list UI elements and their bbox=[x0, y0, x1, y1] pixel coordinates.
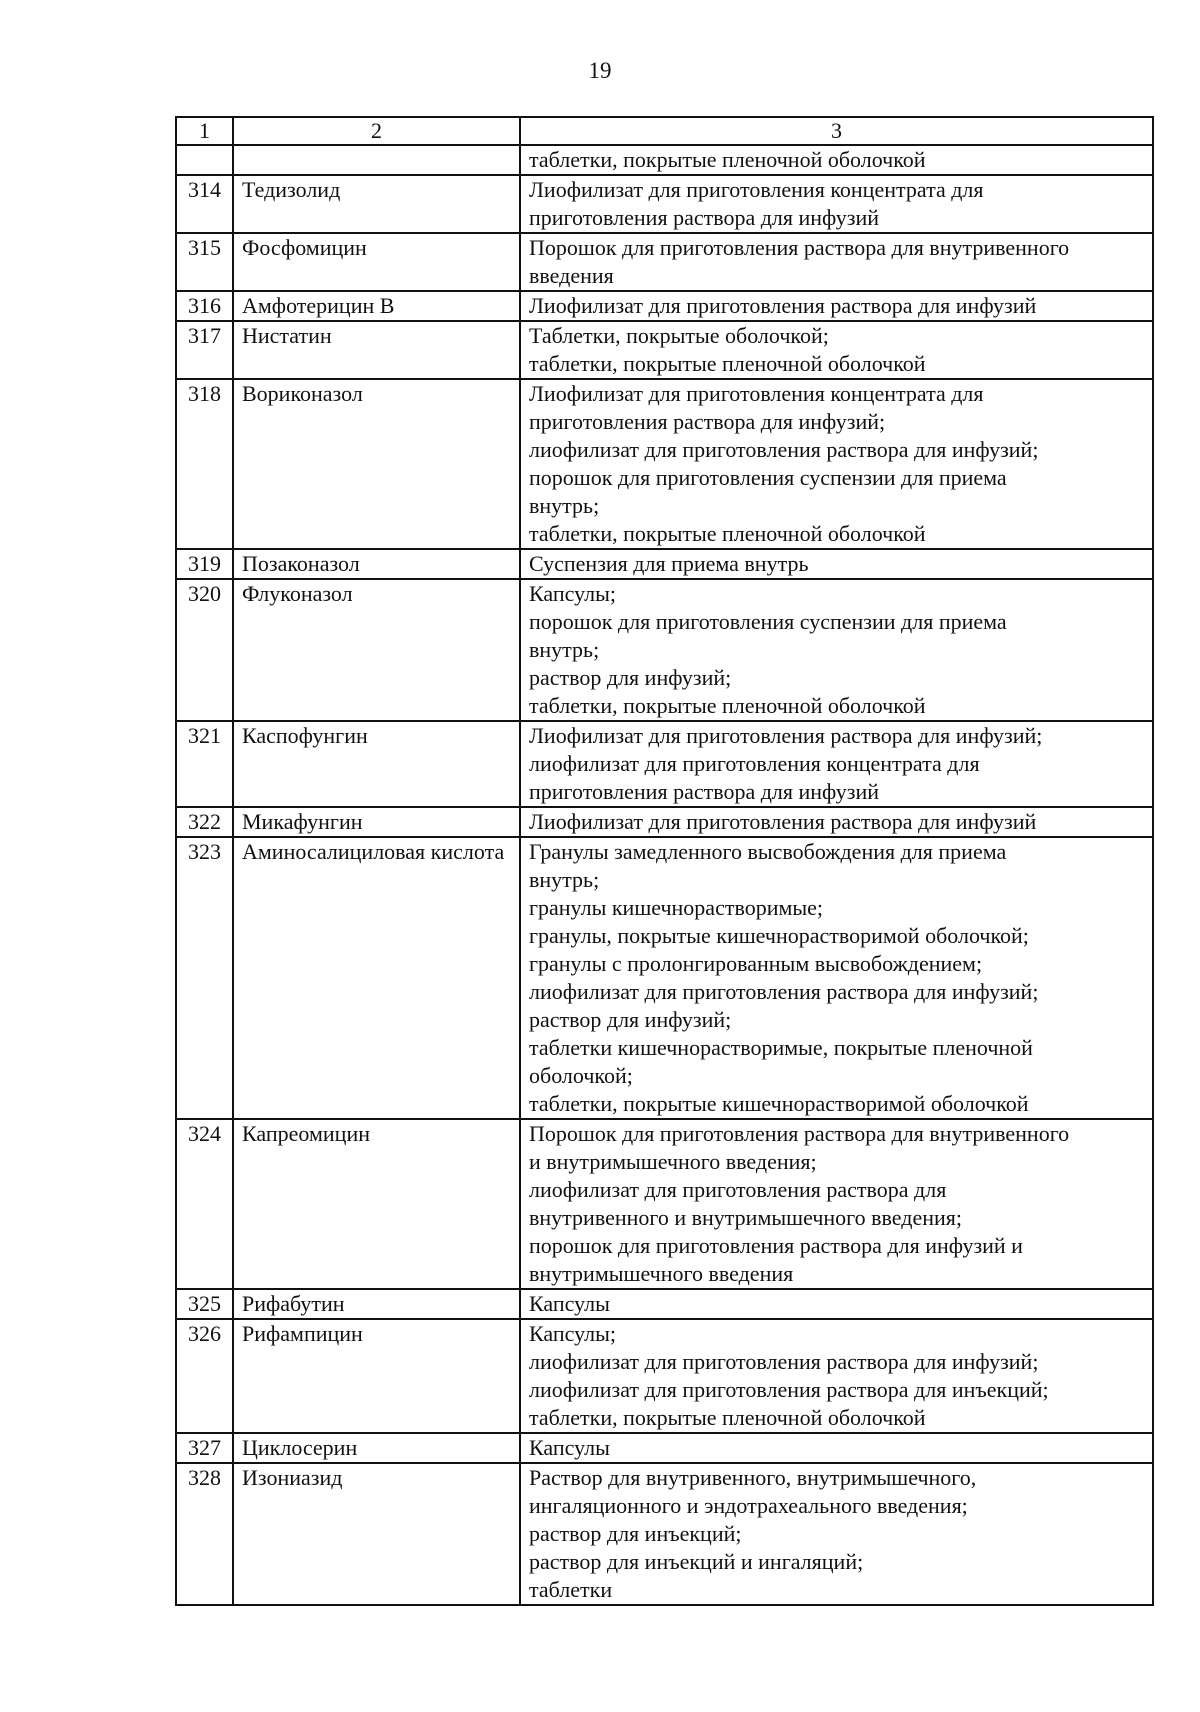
row-number: 320 bbox=[176, 579, 233, 721]
row-number: 314 bbox=[176, 175, 233, 233]
dosage-form-line: Таблетки, покрытые оболочкой; bbox=[529, 323, 829, 348]
table-row bbox=[176, 721, 1153, 807]
drug-name: Тедизолид bbox=[233, 175, 520, 233]
row-number: 319 bbox=[176, 549, 233, 579]
dosage-form-line: внутримышечного введения bbox=[529, 1261, 794, 1286]
drug-name: Вориконазол bbox=[233, 379, 520, 549]
table-row bbox=[176, 579, 1153, 721]
dosage-form-line: Капсулы; bbox=[529, 1321, 617, 1346]
row-number: 322 bbox=[176, 807, 233, 837]
dosage-form-line: внутривенного и внутримышечного введения; bbox=[529, 1205, 962, 1230]
drug-name: Изониазид bbox=[233, 1463, 520, 1605]
drug-name: Амфотерицин В bbox=[233, 291, 520, 321]
drug-name: Нистатин bbox=[233, 321, 520, 379]
dosage-forms bbox=[520, 721, 1153, 807]
dosage-form-line: лиофилизат для приготовления раствора для инфузий; bbox=[529, 437, 1039, 462]
dosage-form-line: таблетки, покрытые пленочной оболочкой bbox=[529, 147, 926, 172]
dosage-form-line: внутрь; bbox=[529, 867, 600, 892]
drug-name: Рифампицин bbox=[233, 1319, 520, 1433]
dosage-forms bbox=[520, 233, 1153, 291]
table-row bbox=[176, 837, 1153, 1119]
column-header-forms: 3 bbox=[520, 117, 1153, 145]
dosage-form-line: гранулы, покрытые кишечнорастворимой оболочкой; bbox=[529, 923, 1029, 948]
dosage-form-line: гранулы с пролонгированным высвобождением; bbox=[529, 951, 983, 976]
row-number: 327 bbox=[176, 1433, 233, 1463]
dosage-form-line: оболочкой; bbox=[529, 1063, 633, 1088]
dosage-form-line: приготовления раствора для инфузий bbox=[529, 779, 879, 804]
dosage-form-line: Раствор для внутривенного, внутримышечного, bbox=[529, 1465, 977, 1490]
table-row bbox=[176, 1319, 1153, 1433]
row-number bbox=[176, 145, 233, 175]
dosage-forms bbox=[520, 807, 1153, 837]
dosage-form-line: таблетки кишечнорастворимые, покрытые пленочной bbox=[529, 1035, 1033, 1060]
row-number: 325 bbox=[176, 1289, 233, 1319]
dosage-form-line: раствор для инфузий; bbox=[529, 1007, 732, 1032]
row-number: 315 bbox=[176, 233, 233, 291]
dosage-forms bbox=[520, 1433, 1153, 1463]
drug-name: Позаконазол bbox=[233, 549, 520, 579]
drug-name bbox=[233, 145, 520, 175]
dosage-form-line: раствор для инъекций; bbox=[529, 1521, 742, 1546]
table-row bbox=[176, 1433, 1153, 1463]
dosage-form-line: Капсулы bbox=[529, 1435, 610, 1460]
dosage-form-line: Лиофилизат для приготовления раствора для инфузий; bbox=[529, 723, 1043, 748]
table-header-row bbox=[176, 117, 1153, 145]
dosage-forms bbox=[520, 549, 1153, 579]
dosage-forms bbox=[520, 291, 1153, 321]
dosage-form-line: ингаляционного и эндотрахеального введения; bbox=[529, 1493, 968, 1518]
dosage-form-line: лиофилизат для приготовления раствора для инфузий; bbox=[529, 979, 1039, 1004]
row-number: 328 bbox=[176, 1463, 233, 1605]
table-row bbox=[176, 1289, 1153, 1319]
dosage-form-line: внутрь; bbox=[529, 493, 600, 518]
dosage-form-line: порошок для приготовления суспензии для приема bbox=[529, 609, 1007, 634]
drug-name: Каспофунгин bbox=[233, 721, 520, 807]
dosage-form-line: Капсулы; bbox=[529, 581, 617, 606]
dosage-form-line: Порошок для приготовления раствора для внутривенного bbox=[529, 1121, 1070, 1146]
dosage-form-line: Лиофилизат для приготовления концентрата для bbox=[529, 177, 984, 202]
column-header-number: 1 bbox=[176, 117, 233, 145]
dosage-form-line: Порошок для приготовления раствора для внутривенного bbox=[529, 235, 1070, 260]
dosage-form-line: лиофилизат для приготовления раствора для инъекций; bbox=[529, 1377, 1049, 1402]
dosage-form-line: Лиофилизат для приготовления раствора для инфузий bbox=[529, 809, 1037, 834]
dosage-forms bbox=[520, 175, 1153, 233]
dosage-forms bbox=[520, 1319, 1153, 1433]
dosage-form-line: раствор для инфузий; bbox=[529, 665, 732, 690]
dosage-form-line: таблетки, покрытые пленочной оболочкой bbox=[529, 693, 926, 718]
dosage-forms bbox=[520, 837, 1153, 1119]
dosage-forms bbox=[520, 1119, 1153, 1289]
drug-name: Капреомицин bbox=[233, 1119, 520, 1289]
row-number: 316 bbox=[176, 291, 233, 321]
dosage-forms bbox=[520, 379, 1153, 549]
table-row bbox=[176, 379, 1153, 549]
row-number: 324 bbox=[176, 1119, 233, 1289]
dosage-form-line: порошок для приготовления суспензии для приема bbox=[529, 465, 1007, 490]
dosage-form-line: внутрь; bbox=[529, 637, 600, 662]
table-row bbox=[176, 1119, 1153, 1289]
table-row bbox=[176, 175, 1153, 233]
drug-name: Аминосалициловая кислота bbox=[233, 837, 520, 1119]
row-number: 323 bbox=[176, 837, 233, 1119]
table-row bbox=[176, 1463, 1153, 1605]
dosage-form-line: лиофилизат для приготовления раствора для инфузий; bbox=[529, 1349, 1039, 1374]
dosage-form-line: Лиофилизат для приготовления концентрата для bbox=[529, 381, 984, 406]
dosage-form-line: Суспензия для приема внутрь bbox=[529, 551, 809, 576]
drug-name: Флуконазол bbox=[233, 579, 520, 721]
drug-name: Микафунгин bbox=[233, 807, 520, 837]
column-header-name: 2 bbox=[233, 117, 520, 145]
dosage-form-line: раствор для инъекций и ингаляций; bbox=[529, 1549, 864, 1574]
dosage-forms bbox=[520, 1289, 1153, 1319]
dosage-form-line: таблетки, покрытые пленочной оболочкой bbox=[529, 521, 926, 546]
dosage-form-line: таблетки bbox=[529, 1577, 613, 1602]
row-number: 317 bbox=[176, 321, 233, 379]
drug-name: Рифабутин bbox=[233, 1289, 520, 1319]
table-row bbox=[176, 321, 1153, 379]
table-row bbox=[176, 233, 1153, 291]
dosage-form-line: Лиофилизат для приготовления раствора для инфузий bbox=[529, 293, 1037, 318]
dosage-form-line: приготовления раствора для инфузий bbox=[529, 205, 879, 230]
dosage-form-line: Капсулы bbox=[529, 1291, 610, 1316]
dosage-form-line: порошок для приготовления раствора для инфузий и bbox=[529, 1233, 1023, 1258]
row-number: 326 bbox=[176, 1319, 233, 1433]
table-row bbox=[176, 291, 1153, 321]
table-row bbox=[176, 549, 1153, 579]
table-body bbox=[176, 145, 1153, 1605]
drug-name: Фосфомицин bbox=[233, 233, 520, 291]
dosage-form-line: лиофилизат для приготовления раствора для bbox=[529, 1177, 947, 1202]
dosage-form-line: гранулы кишечнорастворимые; bbox=[529, 895, 824, 920]
dosage-form-line: таблетки, покрытые кишечнорастворимой оболочкой bbox=[529, 1091, 1029, 1116]
dosage-form-line: введения bbox=[529, 263, 614, 288]
dosage-form-line: Гранулы замедленного высвобождения для приема bbox=[529, 839, 1007, 864]
row-number: 321 bbox=[176, 721, 233, 807]
drug-name: Циклосерин bbox=[233, 1433, 520, 1463]
dosage-form-line: таблетки, покрытые пленочной оболочкой bbox=[529, 351, 926, 376]
table-row bbox=[176, 807, 1153, 837]
dosage-form-line: и внутримышечного введения; bbox=[529, 1149, 817, 1174]
dosage-form-line: таблетки, покрытые пленочной оболочкой bbox=[529, 1405, 926, 1430]
table-row bbox=[176, 145, 1153, 175]
drug-table bbox=[175, 116, 1154, 1606]
dosage-form-line: приготовления раствора для инфузий; bbox=[529, 409, 886, 434]
dosage-forms bbox=[520, 321, 1153, 379]
dosage-form-line: лиофилизат для приготовления концентрата для bbox=[529, 751, 980, 776]
page-number: 19 bbox=[588, 58, 612, 83]
dosage-forms bbox=[520, 145, 1153, 175]
dosage-forms bbox=[520, 579, 1153, 721]
row-number: 318 bbox=[176, 379, 233, 549]
dosage-forms bbox=[520, 1463, 1153, 1605]
